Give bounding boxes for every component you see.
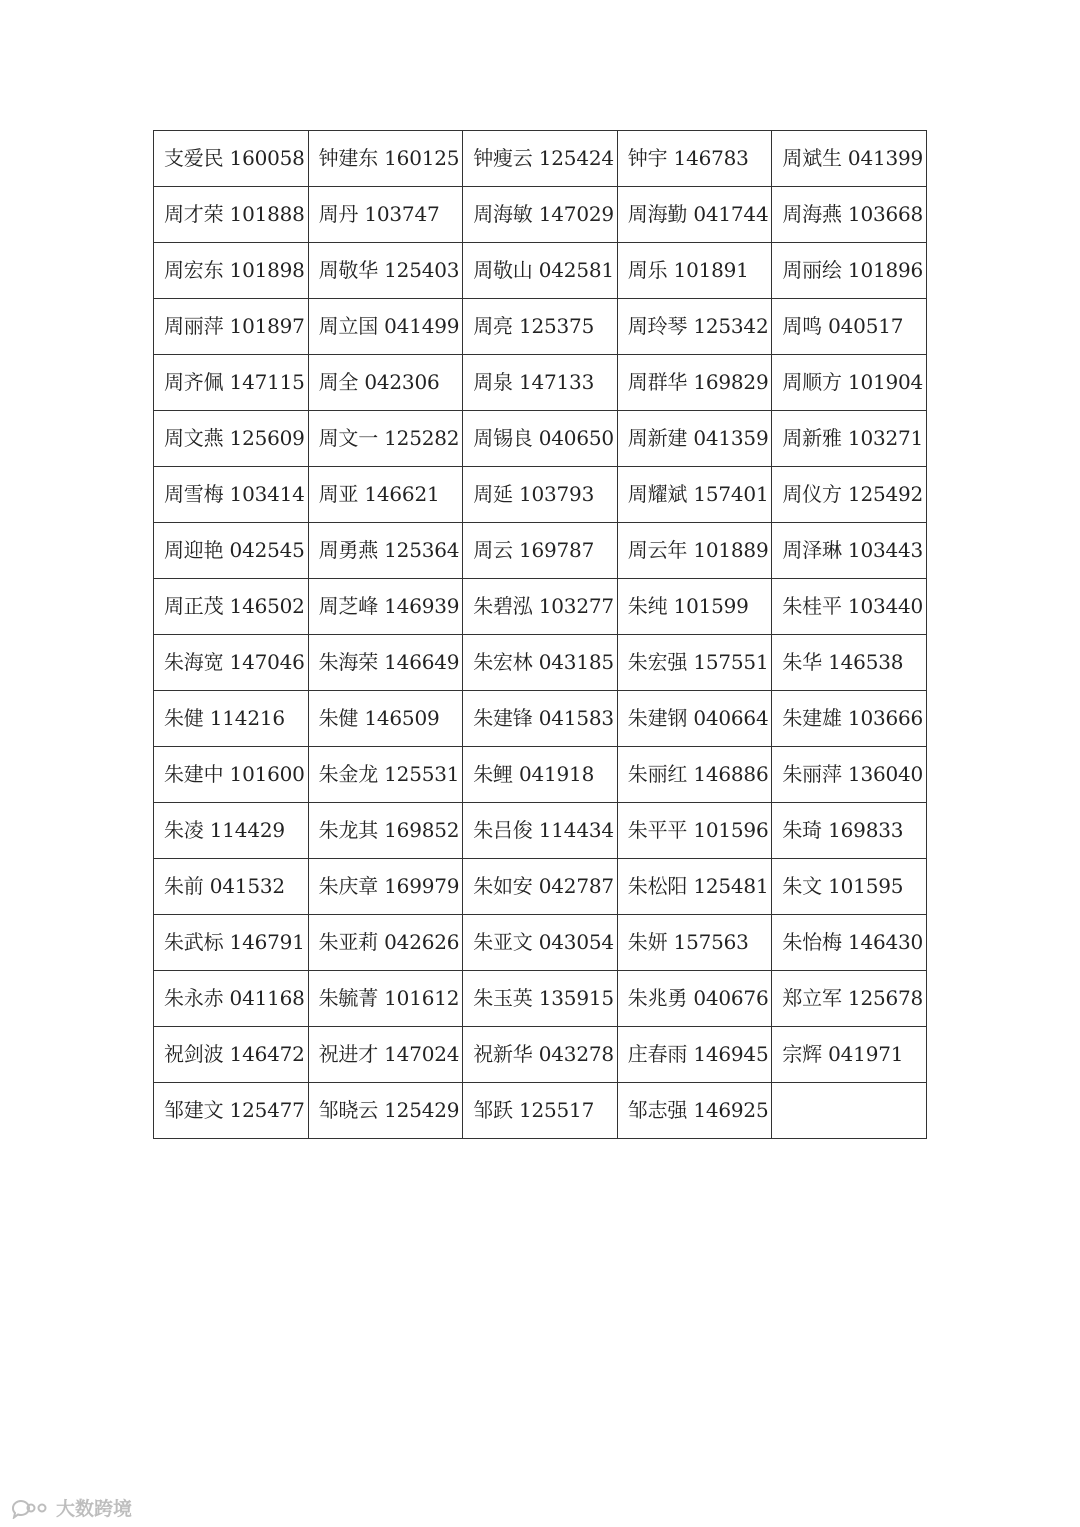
name-id-cell: 朱武标 146791 (154, 915, 309, 971)
table-row (154, 971, 927, 1027)
name-id-cell: 朱鲤 041918 (463, 747, 618, 803)
name-id-cell: 朱毓菁 101612 (308, 971, 463, 1027)
name-id-cell: 朱妍 157563 (617, 915, 772, 971)
name-id-cell: 周迎艳 042545 (154, 523, 309, 579)
name-id-cell: 周全 042306 (308, 355, 463, 411)
table-row (154, 1027, 927, 1083)
name-id-cell: 朱前 041532 (154, 859, 309, 915)
name-id-cell: 朱碧泓 103277 (463, 579, 618, 635)
name-id-cell: 朱健 114216 (154, 691, 309, 747)
name-id-cell: 周锡良 040650 (463, 411, 618, 467)
name-id-cell: 邹建文 125477 (154, 1083, 309, 1139)
name-id-cell: 庄春雨 146945 (617, 1027, 772, 1083)
name-id-cell: 朱凌 114429 (154, 803, 309, 859)
name-id-cell: 周才荣 101888 (154, 187, 309, 243)
name-id-cell: 钟建东 160125 (308, 131, 463, 187)
name-id-cell: 朱桂平 103440 (772, 579, 927, 635)
name-id-cell: 周泉 147133 (463, 355, 618, 411)
name-id-cell: 朱庆章 169979 (308, 859, 463, 915)
name-id-cell: 朱怡梅 146430 (772, 915, 927, 971)
name-id-cell: 邹跃 125517 (463, 1083, 618, 1139)
name-id-cell: 邹志强 146925 (617, 1083, 772, 1139)
name-id-cell: 朱丽萍 136040 (772, 747, 927, 803)
name-id-cell: 朱龙其 169852 (308, 803, 463, 859)
name-id-cell: 朱建钢 040664 (617, 691, 772, 747)
name-id-cell: 周雪梅 103414 (154, 467, 309, 523)
name-id-cell: 周耀斌 157401 (617, 467, 772, 523)
name-id-cell: 周文一 125282 (308, 411, 463, 467)
name-id-cell: 朱永赤 041168 (154, 971, 309, 1027)
table-row (154, 243, 927, 299)
name-id-cell: 朱金龙 125531 (308, 747, 463, 803)
name-id-cell: 朱琦 169833 (772, 803, 927, 859)
table-row (154, 579, 927, 635)
table-row (154, 299, 927, 355)
name-id-cell: 周乐 101891 (617, 243, 772, 299)
table-row (154, 467, 927, 523)
name-id-cell: 祝剑波 146472 (154, 1027, 309, 1083)
name-id-cell: 周鸣 040517 (772, 299, 927, 355)
table-row (154, 803, 927, 859)
name-id-cell: 朱松阳 125481 (617, 859, 772, 915)
name-id-cell: 周海敏 147029 (463, 187, 618, 243)
name-id-cell: 周齐佩 147115 (154, 355, 309, 411)
name-id-cell: 支爱民 160058 (154, 131, 309, 187)
name-id-cell: 朱宏强 157551 (617, 635, 772, 691)
name-id-cell: 邹晓云 125429 (308, 1083, 463, 1139)
name-id-cell: 朱华 146538 (772, 635, 927, 691)
table-row (154, 355, 927, 411)
name-id-cell: 周仪方 125492 (772, 467, 927, 523)
name-id-cell: 周云年 101889 (617, 523, 772, 579)
name-id-cell: 宗辉 041971 (772, 1027, 927, 1083)
name-id-cell: 周海燕 103668 (772, 187, 927, 243)
name-id-cell: 周玲琴 125342 (617, 299, 772, 355)
watermark-text: 大数跨境 (56, 1498, 133, 1520)
name-id-cell: 周亮 125375 (463, 299, 618, 355)
name-id-cell: 钟宇 146783 (617, 131, 772, 187)
name-id-cell: 周宏东 101898 (154, 243, 309, 299)
name-id-cell: 朱建雄 103666 (772, 691, 927, 747)
name-id-cell: 朱建锋 041583 (463, 691, 618, 747)
name-id-cell: 朱兆勇 040676 (617, 971, 772, 1027)
name-id-cell: 周正茂 146502 (154, 579, 309, 635)
name-id-cell: 朱文 101595 (772, 859, 927, 915)
name-id-cell: 周群华 169829 (617, 355, 772, 411)
name-id-cell: 周云 169787 (463, 523, 618, 579)
name-id-cell: 朱纯 101599 (617, 579, 772, 635)
name-id-cell: 郑立军 125678 (772, 971, 927, 1027)
table-row (154, 859, 927, 915)
name-id-cell: 周立国 041499 (308, 299, 463, 355)
table-row (154, 691, 927, 747)
name-id-cell: 朱亚莉 042626 (308, 915, 463, 971)
name-id-cell: 周新建 041359 (617, 411, 772, 467)
table-body (154, 131, 927, 1139)
table-row (154, 523, 927, 579)
name-id-cell: 周敬山 042581 (463, 243, 618, 299)
name-id-cell: 周顺方 101904 (772, 355, 927, 411)
name-id-cell: 朱平平 101596 (617, 803, 772, 859)
name-id-cell: 周丽萍 101897 (154, 299, 309, 355)
name-id-cell: 朱吕俊 114434 (463, 803, 618, 859)
name-id-cell: 祝新华 043278 (463, 1027, 618, 1083)
name-id-cell: 朱建中 101600 (154, 747, 309, 803)
name-id-cell: 朱宏林 043185 (463, 635, 618, 691)
name-id-cell: 周丹 103747 (308, 187, 463, 243)
name-id-cell: 朱如安 042787 (463, 859, 618, 915)
name-id-table (153, 130, 927, 1139)
name-id-cell: 周新雅 103271 (772, 411, 927, 467)
table-row (154, 187, 927, 243)
name-id-cell: 钟瘦云 125424 (463, 131, 618, 187)
name-id-cell: 周斌生 041399 (772, 131, 927, 187)
name-id-cell: 朱健 146509 (308, 691, 463, 747)
name-id-cell: 周文燕 125609 (154, 411, 309, 467)
table-row (154, 747, 927, 803)
watermark (10, 1494, 132, 1521)
name-id-cell: 周丽绘 101896 (772, 243, 927, 299)
name-id-cell: 周亚 146621 (308, 467, 463, 523)
name-id-cell: 周延 103793 (463, 467, 618, 523)
name-id-cell: 朱海宽 147046 (154, 635, 309, 691)
name-id-cell: 朱海荣 146649 (308, 635, 463, 691)
speech-bubble-logo-icon (10, 1497, 50, 1519)
empty-cell (772, 1083, 927, 1139)
name-id-cell: 周海勤 041744 (617, 187, 772, 243)
table-row (154, 635, 927, 691)
table-row (154, 411, 927, 467)
name-id-cell: 周芝峰 146939 (308, 579, 463, 635)
name-id-cell: 周敬华 125403 (308, 243, 463, 299)
table-row (154, 915, 927, 971)
table-row (154, 1083, 927, 1139)
name-id-cell: 周勇燕 125364 (308, 523, 463, 579)
name-id-cell: 朱亚文 043054 (463, 915, 618, 971)
name-id-cell: 祝进才 147024 (308, 1027, 463, 1083)
name-id-cell: 周泽琳 103443 (772, 523, 927, 579)
name-id-cell: 朱丽红 146886 (617, 747, 772, 803)
name-id-cell: 朱玉英 135915 (463, 971, 618, 1027)
table-row (154, 131, 927, 187)
